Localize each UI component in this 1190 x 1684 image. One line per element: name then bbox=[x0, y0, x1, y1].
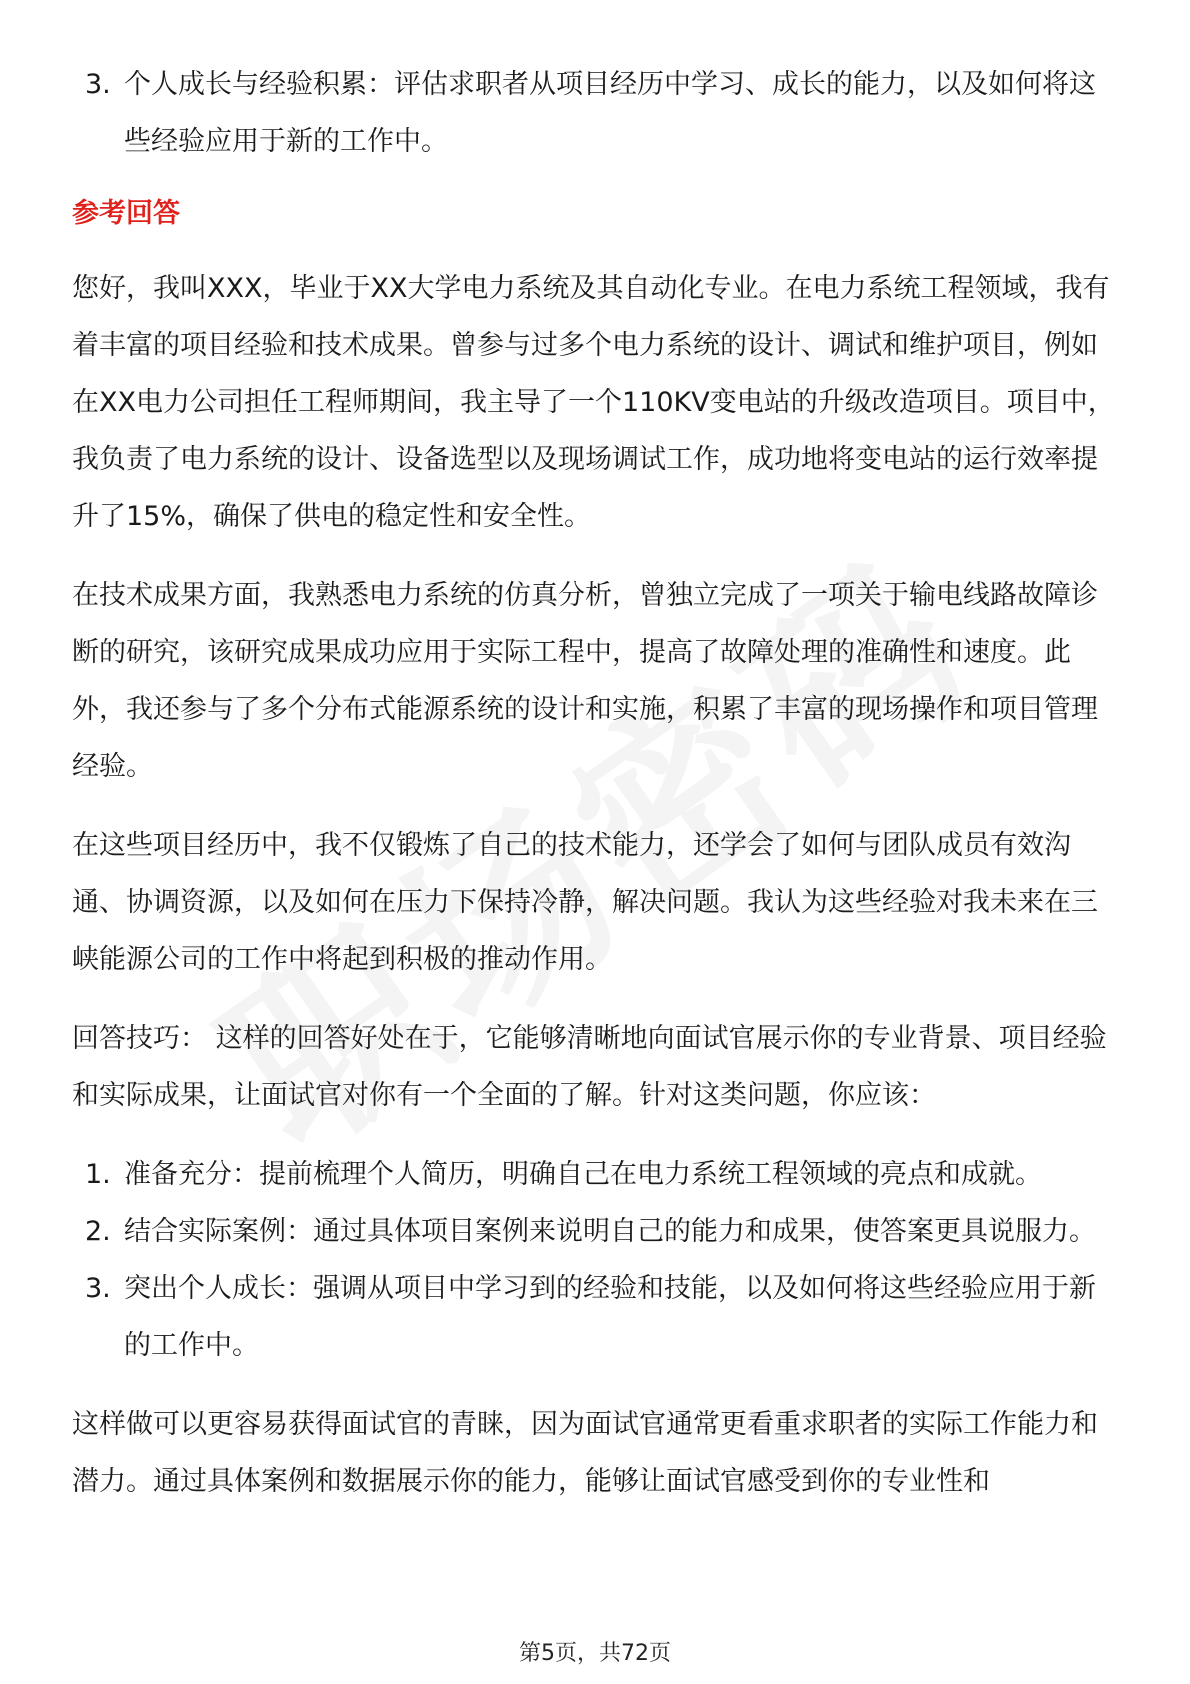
list-number: 3. bbox=[85, 69, 111, 100]
criteria-list bbox=[72, 56, 1122, 170]
page-number: 第5页，共72页 bbox=[519, 1641, 671, 1666]
list-number: 1. bbox=[85, 1159, 111, 1190]
list-text: 结合实际案例：通过具体项目案例来说明自己的能力和成果，使答案更具说服力。 bbox=[124, 1216, 1096, 1247]
list-number: 3. bbox=[85, 1273, 111, 1304]
answer-paragraph: 在这些项目经历中，我不仅锻炼了自己的技术能力，还学会了如何与团队成员有效沟通、协调资源，以及如何在压力下保持冷静，解决问题。我认为这些经验对我未来在三峡能源公司的工作中将起到积极的推动作用。 bbox=[72, 830, 1098, 975]
list-item bbox=[72, 56, 1122, 170]
answer-paragraph: 您好，我叫XXX，毕业于XX大学电力系统及其自动化专业。在电力系统工程领域，我有着丰富的项目经验和技术成果。曾参与过多个电力系统的设计、调试和维护项目，例如在XX电力公司担任工程师期间，我主导了一个110KV变电站的升级改造项目。项目中，我负责了电力系统的设计、设备选型以及现场调试工作，成功地将变电站的运行效率提升了15%，确保了供电的稳定性和安全性。 bbox=[72, 273, 1115, 532]
list-item bbox=[72, 1260, 1122, 1374]
closing-paragraph: 这样做可以更容易获得面试官的青睐，因为面试官通常更看重求职者的实际工作能力和潜力。通过具体案例和数据展示你的能力，能够让面试官感受到你的专业性和 bbox=[72, 1409, 1098, 1497]
list-text: 突出个人成长：强调从项目中学习到的经验和技能，以及如何将这些经验应用于新的工作中。 bbox=[124, 1273, 1096, 1361]
list-number: 2. bbox=[85, 1216, 111, 1247]
list-item bbox=[72, 1203, 1122, 1260]
list-item bbox=[72, 1146, 1122, 1203]
answer-paragraph: 在技术成果方面，我熟悉电力系统的仿真分析，曾独立完成了一项关于输电线路故障诊断的研究，该研究成果成功应用于实际工程中，提高了故障处理的准确性和速度。此外，我还参与了多个分布式能源系统的设计和实施，积累了丰富的现场操作和项目管理经验。 bbox=[72, 580, 1098, 782]
tips-intro-paragraph: 回答技巧： 这样的回答好处在于，它能够清晰地向面试官展示你的专业背景、项目经验和实际成果，让面试官对你有一个全面的了解。针对这类问题，你应该： bbox=[72, 1023, 1107, 1111]
tips-list bbox=[72, 1146, 1122, 1374]
page-content bbox=[72, 56, 1122, 1510]
section-heading: 参考回答 bbox=[72, 198, 180, 229]
list-text: 个人成长与经验积累：评估求职者从项目经历中学习、成长的能力，以及如何将这些经验应用于新的工作中。 bbox=[124, 69, 1096, 157]
list-text: 准备充分：提前梳理个人简历，明确自己在电力系统工程领域的亮点和成就。 bbox=[124, 1159, 1042, 1190]
